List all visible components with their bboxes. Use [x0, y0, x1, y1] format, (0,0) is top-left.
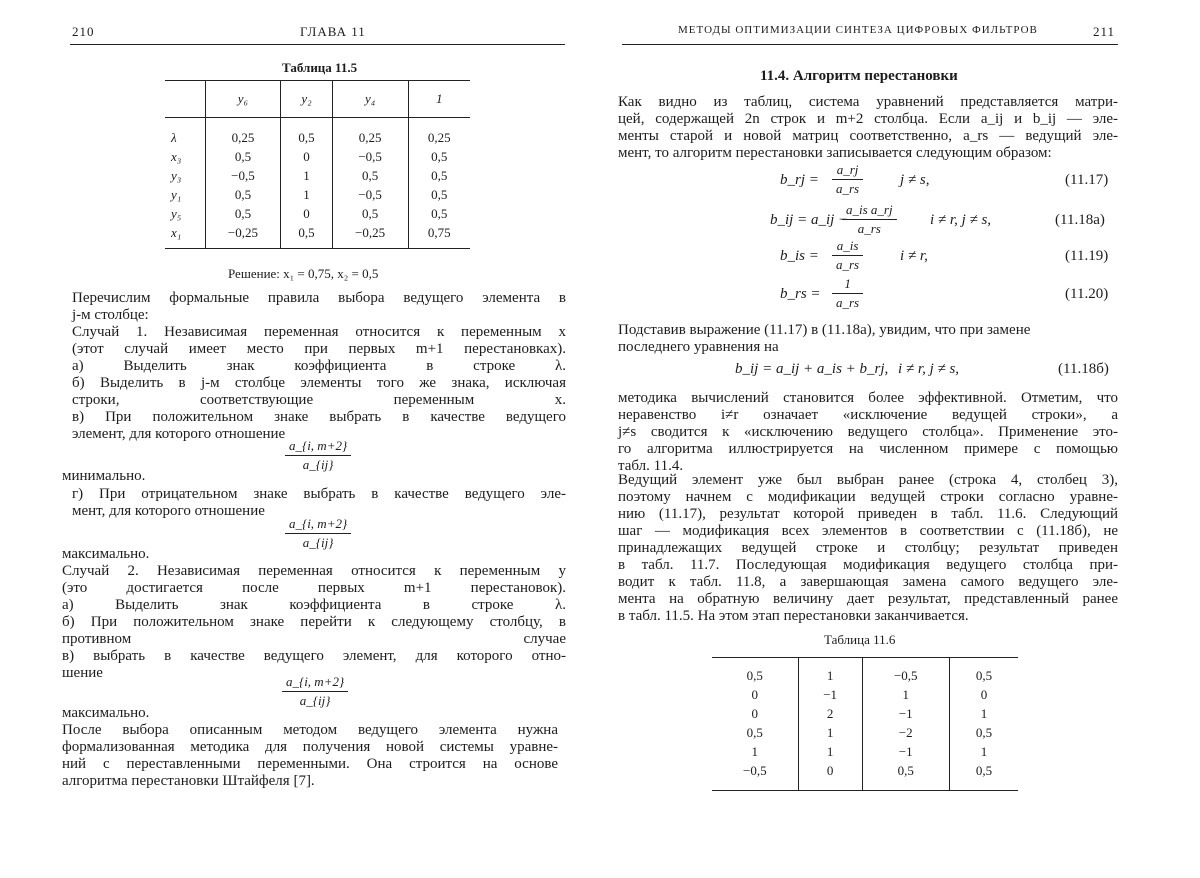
text-line: шение [62, 665, 103, 681]
table-cell: −1 [798, 685, 862, 704]
table-cell: 0,25 [332, 118, 408, 148]
table-cell: 0 [751, 705, 759, 721]
table-cell: 1 [949, 742, 1018, 761]
table-row [712, 761, 1018, 791]
table-cell: 1 [798, 723, 862, 742]
fraction-numerator: a_is [836, 238, 859, 253]
table-cell: 0,5 [949, 761, 1018, 791]
right-page [600, 0, 1200, 878]
text-line: б) При положительном знаке перейти к следующему столбцу, в [62, 614, 566, 630]
text-line: в табл. 11.5. На этом этап перестановки заканчивается. [618, 608, 969, 624]
text-line: принадлежащих ведущей строке и столбцу; результат приведен [618, 540, 1118, 556]
table-cell: 1 [798, 658, 862, 686]
table-row [165, 204, 470, 223]
table-cell: 0,5 [408, 166, 470, 185]
table-cell: 1 [798, 742, 862, 761]
paragraph-3 [618, 472, 1118, 625]
equation-number: (11.17) [1065, 172, 1109, 188]
table-cell: 0,25 [408, 118, 470, 148]
text-line: в) выбрать в качестве ведущего элемент, для которого отно- [62, 648, 566, 664]
minimal-text: минимально. [62, 468, 146, 484]
table-cell: 1 [281, 166, 332, 185]
table-11-6 [712, 657, 1018, 791]
table-cell: 0,5 [949, 723, 1018, 742]
text-line: j≠s сводится к «исключению ведущего столбца». Применение это- [618, 424, 1118, 440]
row-label: λ [171, 129, 177, 145]
fraction-numerator: a_{i, m+2} [289, 516, 348, 531]
table-cell: −2 [862, 723, 949, 742]
table-cell: −0,5 [332, 147, 408, 166]
page-number: 211 [1093, 24, 1116, 39]
table-cell: 0,5 [205, 185, 281, 204]
table-cell: 0,5 [949, 658, 1018, 686]
table-cell: 0,75 [408, 223, 470, 249]
text-line: неравенство i≠r означает «исключение ведущей строки», а [618, 407, 1118, 423]
text-line: поэтому начнем с модификации ведущей строки согласно уравне- [618, 489, 1118, 505]
fraction-denominator: a_rs [832, 179, 863, 197]
table-cell: 0,25 [205, 118, 281, 148]
fraction-1 [285, 438, 351, 473]
case-1-continued [72, 486, 566, 520]
text-line: мента на обратную величину дает результат, представленный ранее [618, 591, 1118, 607]
paragraph-intro [618, 94, 1118, 162]
paragraph-substitution [618, 322, 1118, 356]
section-title: 11.4. Алгоритм перестановки [760, 68, 958, 84]
text-line: Случай 1. Независимая переменная относится к переменным x [72, 324, 566, 340]
table-row [165, 118, 470, 148]
fraction-numerator: a_{i, m+2} [286, 674, 345, 689]
row-label: y₁ [171, 186, 182, 202]
table-cell: −0,5 [332, 185, 408, 204]
equation-condition: i ≠ r, [900, 248, 928, 264]
table-cell: 0,5 [408, 147, 470, 166]
table-cell: −0,25 [332, 223, 408, 249]
fraction-numerator: a_{i, m+2} [289, 438, 348, 453]
text-line: нию (11.17), результат которой приведен в табл. 11.6. Следующий [618, 506, 1118, 522]
case-1-block [72, 324, 566, 443]
table-header-row [165, 81, 470, 118]
maximal-text-1: максимально. [62, 546, 150, 562]
paragraph-final [62, 722, 558, 790]
text-line: формализованная методика для получения новой системы уравне- [62, 739, 558, 755]
maximal-text-2: максимально. [62, 705, 150, 721]
table-row [165, 166, 470, 185]
fraction-denominator: a_rs [832, 255, 863, 273]
row-label: y₅ [171, 205, 182, 221]
equation-fraction [832, 162, 863, 197]
table-cell: −0,5 [205, 166, 281, 185]
table-solution: Решение: x₁ = 0,75, x₂ = 0,5 [228, 266, 379, 281]
text-line: а) Выделить знак коэффициента в строке λ. [62, 597, 566, 613]
table-cell: 0 [281, 204, 332, 223]
table-cell: 0 [949, 685, 1018, 704]
table-row [712, 742, 1018, 761]
fraction-denominator: a_{ij} [282, 691, 348, 709]
fraction-denominator: a_{ij} [285, 533, 351, 551]
equation-lhs: b_rs = [780, 286, 821, 302]
equation-11-18b: b_ij = a_ij + a_is + b_rj, [735, 361, 889, 377]
table-header-cell: 1 [408, 81, 470, 118]
table-cell: 1 [751, 743, 759, 759]
equation-fraction [832, 238, 863, 273]
fraction-denominator: a_rs [832, 293, 863, 311]
text-line: водит к табл. 11.8, а завершающая замена самого ведущего эле- [618, 574, 1118, 590]
text-line: го алгоритма иллюстрируется на численном примере с помощью [618, 441, 1118, 457]
equation-condition: i ≠ r, j ≠ s, [930, 212, 992, 228]
table-cell: −1 [862, 742, 949, 761]
table-header-cell [165, 81, 205, 118]
text-line: Как видно из таблиц, система уравнений представляется матри- [618, 94, 1118, 110]
text-line: последнего уравнения на [618, 339, 779, 355]
table-cell: 0,5 [746, 724, 763, 740]
text-line: шаг — модификация всех элементов в соответствии с (11.18б), не [618, 523, 1118, 539]
table-cell: 2 [798, 704, 862, 723]
fraction-2 [285, 516, 351, 551]
table-cell: 0,5 [332, 166, 408, 185]
fraction-numerator: 1 [844, 276, 851, 291]
paragraph-2 [618, 390, 1118, 475]
equation-number: (11.18а) [1055, 212, 1105, 228]
table-cell: 0 [751, 686, 759, 702]
table-cell: 0 [798, 761, 862, 791]
text-line: б) Выделить в j-м столбце элементы того же знака, исключая [72, 375, 566, 391]
table-row [712, 658, 1018, 686]
header-rule [622, 44, 1118, 45]
text-line: а) Выделить знак коэффициента в строке λ. [72, 358, 566, 374]
row-label: x₁ [165, 223, 205, 249]
fraction-denominator: a_rs [842, 219, 897, 237]
table-header-cell: y₂ [281, 81, 332, 118]
table-row [712, 704, 1018, 723]
running-head: ГЛАВА 11 [300, 24, 366, 39]
text-line: мент, то алгоритм перестановки записывается следующим образом: [618, 145, 1052, 161]
equation-fraction [832, 276, 863, 311]
table-cell: 0,5 [281, 223, 332, 249]
text-line: Случай 2. Независимая переменная относится к переменным y [62, 563, 566, 579]
text-line: алгоритма перестановки Штайфеля [7]. [62, 773, 315, 789]
text-line: мент, для которого отношение [72, 503, 265, 519]
equation-condition: j ≠ s, [900, 172, 930, 188]
table-cell: −0,5 [712, 761, 798, 791]
text-line: Перечислим формальные правила выбора ведущего элемента в [72, 290, 566, 306]
table-cell: 0 [281, 147, 332, 166]
text-line: (этот случай имеет место при первых m+1 перестановках). [72, 341, 566, 357]
table-header-cell: y₆ [205, 81, 281, 118]
table-row [165, 223, 470, 249]
text-line: (это достигается после первых m+1 перестановок). [62, 580, 566, 596]
equation-number: (11.20) [1065, 286, 1109, 302]
page-number: 210 [72, 24, 95, 39]
fraction-denominator: a_{ij} [285, 455, 351, 473]
table-caption: Таблица 11.6 [824, 632, 896, 647]
header-rule [70, 44, 565, 45]
fraction-numerator: a_rj [836, 162, 859, 177]
table-row [712, 723, 1018, 742]
table-cell: −0,5 [862, 658, 949, 686]
text-line: в) При положительном знаке выбрать в качестве ведущего [72, 409, 566, 425]
equation-number: (11.19) [1065, 248, 1109, 264]
paragraph-intro [72, 290, 566, 324]
fraction-3 [282, 674, 348, 709]
table-cell: 0,5 [205, 147, 281, 166]
table-cell: 0,5 [712, 658, 798, 686]
text-line: менты старой и новой матриц соответственно, a_rs — ведущий эле- [618, 128, 1118, 144]
row-label: x₃ [171, 148, 182, 164]
text-line: г) При отрицательном знаке выбрать в качестве ведущего эле- [72, 486, 566, 502]
equation-lhs: b_rj = [780, 172, 819, 188]
text-line: табл. 11.4. [618, 458, 684, 474]
table-cell: −1 [862, 704, 949, 723]
text-line: цей, содержащей 2n строк и m+2 столбца. Если a_ij и b_ij — эле- [618, 111, 1118, 127]
text-line: ний с переставленными переменными. Она строится на основе [62, 756, 558, 772]
table-cell: 0,5 [408, 204, 470, 223]
table-header-cell: y₄ [332, 81, 408, 118]
text-line: строки, соответствующие переменным x. [72, 392, 566, 408]
row-label: y₃ [171, 167, 182, 183]
equation-11-18b-condition: i ≠ r, j ≠ s, [898, 361, 960, 377]
table-row [165, 185, 470, 204]
case-2-block [62, 563, 566, 682]
table-cell: −0,25 [205, 223, 281, 249]
text-line: Ведущий элемент уже был выбран ранее (строка 4, столбец 3), [618, 472, 1118, 488]
equation-lhs: b_is = [780, 248, 819, 264]
table-cell: 1 [281, 185, 332, 204]
text-line: После выбора описанным методом ведущего элемента нужна [62, 722, 558, 738]
text-line: противном случае [62, 631, 566, 647]
text-line: элемент, для которого отношение [72, 426, 286, 442]
table-cell: 0,5 [205, 204, 281, 223]
equation-fraction [842, 202, 897, 237]
table-cell: 0,5 [862, 761, 949, 791]
table-cell: 0,5 [408, 185, 470, 204]
table-cell: 1 [862, 685, 949, 704]
fraction-numerator: a_is a_rj [846, 202, 893, 217]
equation-lhs: b_ij = a_ij − [770, 212, 849, 228]
table-cell: 0,5 [281, 118, 332, 148]
equation-11-18b-number: (11.18б) [1058, 361, 1109, 377]
table-cell: 1 [949, 704, 1018, 723]
text-line: в табл. 11.7. Последующая модификация ведущего столбца при- [618, 557, 1118, 573]
text-line: Подставив выражение (11.17) в (11.18а), увидим, что при замене [618, 322, 1031, 338]
table-row [712, 685, 1018, 704]
text-line: j-м столбце: [72, 307, 149, 323]
table-11-5 [165, 80, 470, 249]
text-line: методика вычислений становится более эффективной. Отметим, что [618, 390, 1118, 406]
table-cell: 0,5 [332, 204, 408, 223]
table-caption: Таблица 11.5 [282, 60, 358, 75]
running-head: МЕТОДЫ ОПТИМИЗАЦИИ СИНТЕЗА ЦИФРОВЫХ ФИЛЬТРОВ [678, 24, 1038, 36]
table-row [165, 147, 470, 166]
